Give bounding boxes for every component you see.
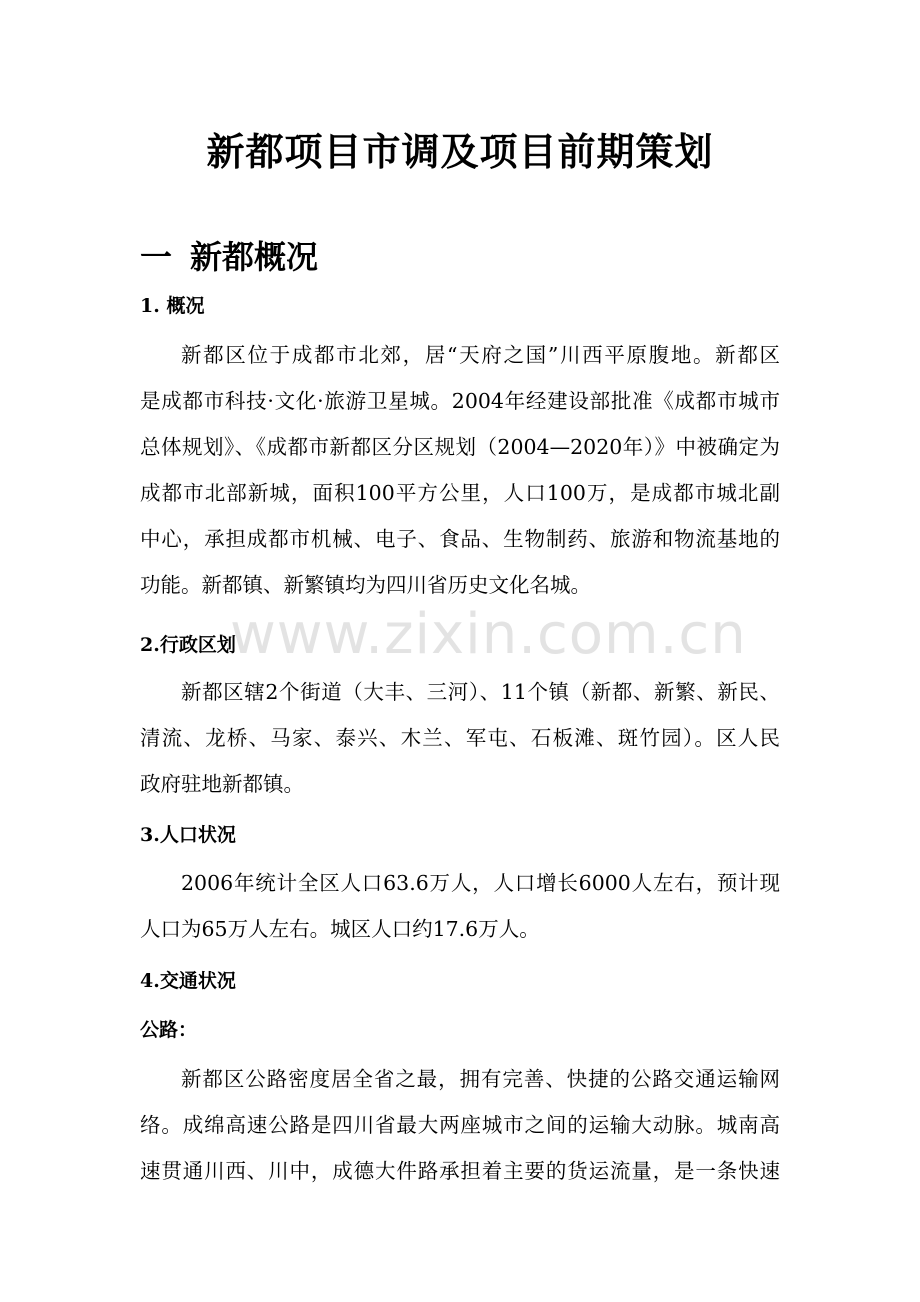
subheading-population: 3.人口状况 (140, 824, 236, 846)
text-line: 络。成绵高速公路是四川省最大两座城市之间的运输大动脉。城南高 (140, 1113, 780, 1137)
text-line: 中心，承担成都市机械、电子、食品、生物制药、旅游和物流基地的 (140, 527, 780, 551)
section-number: 一 (140, 238, 173, 276)
section-heading (140, 232, 318, 282)
text-line: 新都区辖2个街道（大丰、三河）、11个镇（新都、新繁、新民、 (181, 680, 780, 704)
text-line: 成都市北部新城，面积100平方公里，人口100万，是成都市城北副 (140, 481, 780, 505)
subheading-administration: 2.行政区划 (140, 634, 236, 656)
document-title: 新都项目市调及项目前期策划 (206, 129, 714, 174)
watermark-text: www.zixin.com.cn (230, 602, 747, 667)
text-line: 清流、龙桥、马家、泰兴、木兰、军屯、石板滩、斑竹园）。区人民 (140, 726, 780, 750)
text-line: 人口为65万人左右。城区人口约17.6万人。 (140, 917, 540, 941)
subheading-transport: 4.交通状况 (140, 970, 236, 992)
paragraph-overview (140, 332, 780, 608)
text-line: 速贯通川西、川中，成德大件路承担着主要的货运流量，是一条快速 (140, 1159, 780, 1183)
subheading-overview: 1. 概况 (140, 295, 205, 317)
subheading-road: 公路： (140, 1019, 198, 1041)
text-line: 是成都市科技·文化·旅游卫星城。2004年经建设部批准《成都市城市 (140, 389, 780, 413)
paragraph-population (140, 860, 780, 952)
text-line: 新都区位于成都市北郊，居“天府之国”川西平原腹地。新都区 (181, 343, 780, 367)
text-line: 2006年统计全区人口63.6万人，人口增长6000人左右，预计现 (181, 871, 780, 895)
text-line: 功能。新都镇、新繁镇均为四川省历史文化名城。 (140, 573, 591, 597)
text-line: 总体规划》、《成都市新都区分区规划（2004—2020年）》中被确定为 (140, 435, 780, 459)
paragraph-administration (140, 669, 780, 807)
text-line: 政府驻地新都镇。 (140, 772, 304, 796)
section-title: 新都概况 (190, 238, 319, 276)
text-line: 新都区公路密度居全省之最，拥有完善、快捷的公路交通运输网 (181, 1067, 780, 1091)
paragraph-road (140, 1056, 780, 1194)
